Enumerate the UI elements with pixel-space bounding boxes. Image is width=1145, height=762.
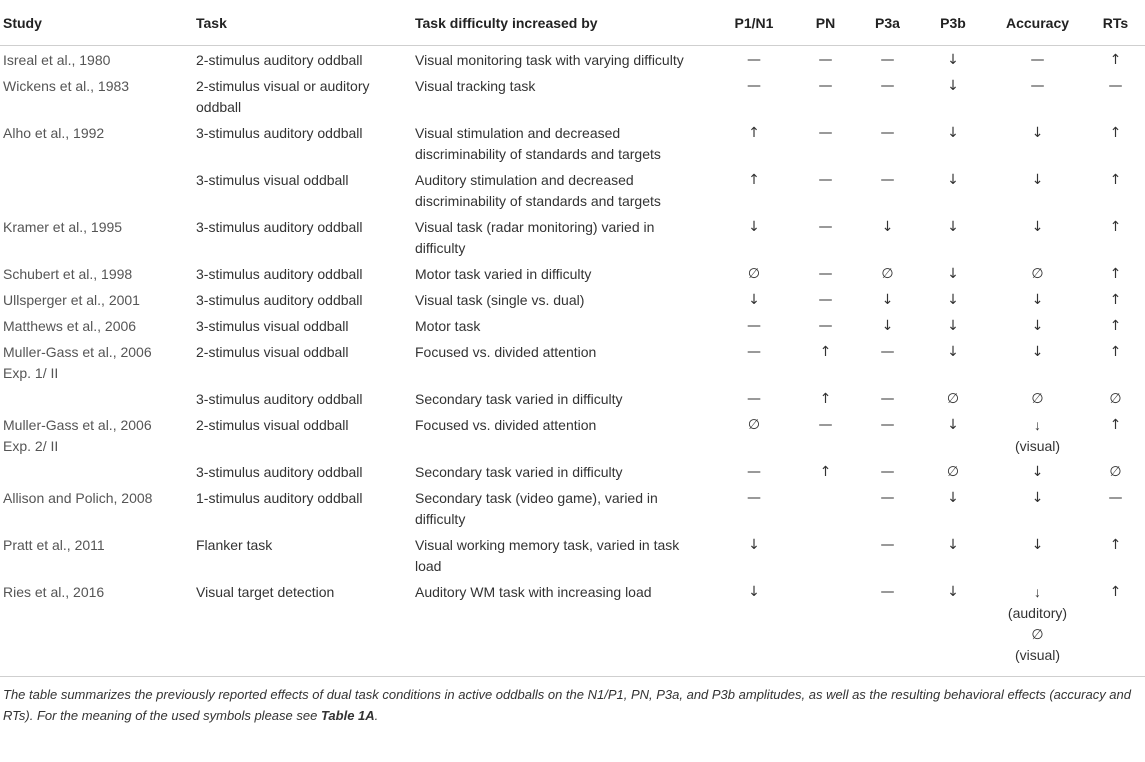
cell-study	[0, 411, 196, 458]
cell-p3b: ↓	[947, 172, 959, 188]
table-row	[0, 72, 1145, 119]
cell-p3a: —	[880, 464, 895, 480]
cell-rts: ↑	[1109, 537, 1122, 553]
cell-pn: ↑	[819, 344, 832, 360]
column-header-p1n1: P1/N1	[715, 0, 793, 46]
cell-study: Schubert et al., 1998	[3, 266, 133, 282]
column-header-task: Task	[196, 0, 415, 46]
cell-rts: ↑	[1109, 266, 1122, 282]
column-header-p3a: P3a	[858, 0, 917, 46]
table-footnote	[0, 677, 1145, 726]
cell-p3a: —	[880, 125, 895, 141]
cell-p3b: ↓	[947, 584, 959, 600]
cell-p1n1: —	[747, 490, 761, 506]
table-row	[0, 260, 1145, 286]
table-row	[0, 338, 1145, 385]
column-header-accuracy: Accuracy	[989, 0, 1086, 46]
cell-p3a: —	[880, 391, 895, 407]
cell-task: 2-stimulus visual oddball	[196, 417, 349, 433]
cell-pn: —	[818, 172, 833, 188]
cell-study: Matthews et al., 2006	[3, 318, 137, 334]
cell-rts: ∅	[1109, 391, 1122, 407]
footnote-end: .	[374, 708, 379, 723]
cell-p1n1: ↓	[748, 219, 760, 235]
cell-pn: —	[818, 52, 833, 68]
table-row	[0, 312, 1145, 338]
cell-p1n1: ↓	[748, 584, 760, 600]
table-row	[0, 166, 1145, 213]
cell-difficulty: Auditory stimulation and decreased discriminability of standards and targets	[415, 172, 661, 209]
cell-rts: ↑	[1109, 52, 1122, 68]
table-row	[0, 411, 1145, 458]
cell-p1n1: ∅	[747, 417, 761, 433]
cell-p3b: ∅	[946, 391, 960, 407]
cell-line: (visual)	[1014, 647, 1061, 663]
cell-difficulty: Auditory WM task with increasing load	[415, 584, 652, 600]
table-row	[0, 46, 1145, 73]
cell-pn	[793, 484, 858, 531]
cell-rts: ↑	[1109, 318, 1122, 334]
cell-rts: ↑	[1109, 292, 1122, 308]
cell-task: 2-stimulus auditory oddball	[196, 52, 363, 68]
cell-pn: —	[818, 417, 833, 433]
cell-p3b: ↓	[947, 125, 959, 141]
cell-study: Kramer et al., 1995	[3, 219, 123, 235]
cell-line: Exp. 2/ II	[3, 438, 59, 454]
cell-accuracy: ↓	[1031, 344, 1044, 360]
cell-line: (visual)	[1014, 438, 1061, 454]
cell-p1n1: ↓	[748, 292, 760, 308]
table-row	[0, 484, 1145, 531]
table-row	[0, 286, 1145, 312]
cell-rts: ↑	[1109, 125, 1122, 141]
cell-pn: —	[818, 266, 833, 282]
cell-rts: ↑	[1109, 344, 1122, 360]
cell-accuracy: ↓	[1031, 318, 1044, 334]
table-row	[0, 458, 1145, 484]
cell-accuracy: —	[1030, 52, 1045, 68]
column-header-pn: PN	[793, 0, 858, 46]
cell-line: ∅	[1031, 626, 1044, 642]
cell-task: 3-stimulus auditory oddball	[196, 391, 363, 407]
cell-accuracy: ↓	[1031, 490, 1044, 506]
cell-p1n1: —	[747, 318, 761, 334]
cell-difficulty: Secondary task (video game), varied in difficulty	[415, 490, 658, 527]
cell-difficulty: Visual tracking task	[415, 78, 536, 94]
cell-line: ↓	[1034, 417, 1041, 433]
cell-p3b: ↓	[947, 219, 959, 235]
cell-task: 3-stimulus auditory oddball	[196, 125, 363, 141]
cell-study	[0, 338, 196, 385]
cell-accuracy: ↓	[1031, 464, 1044, 480]
cell-rts: ↑	[1109, 584, 1122, 600]
cell-pn: —	[818, 125, 833, 141]
cell-p3b: ∅	[946, 464, 960, 480]
cell-p3b: ↓	[947, 490, 959, 506]
cell-accuracy: ↓	[1031, 219, 1044, 235]
cell-study: Wickens et al., 1983	[3, 78, 130, 94]
cell-rts: —	[1108, 78, 1123, 94]
cell-study: Isreal et al., 1980	[3, 52, 111, 68]
cell-difficulty: Motor task	[415, 318, 481, 334]
cell-rts: ∅	[1109, 464, 1122, 480]
cell-pn: ↑	[819, 391, 832, 407]
cell-task: Flanker task	[196, 537, 273, 553]
cell-difficulty: Secondary task varied in difficulty	[415, 391, 623, 407]
cell-p3b: ↓	[947, 417, 959, 433]
column-header-difficulty: Task difficulty increased by	[415, 0, 715, 46]
cell-p3b: ↓	[947, 537, 959, 553]
cell-p3a: ↓	[881, 318, 894, 334]
cell-rts: ↑	[1109, 219, 1122, 235]
cell-study: Pratt et al., 2011	[3, 537, 105, 553]
cell-line: Exp. 1/ II	[3, 365, 59, 381]
cell-difficulty: Focused vs. divided attention	[415, 417, 597, 433]
cell-p3a: —	[880, 537, 895, 553]
cell-pn: —	[818, 318, 833, 334]
cell-p1n1: —	[747, 464, 761, 480]
cell-p1n1: —	[747, 391, 761, 407]
cell-study: Ullsperger et al., 2001	[3, 292, 140, 308]
cell-accuracy: ↓	[1031, 125, 1044, 141]
cell-p1n1: —	[747, 78, 761, 94]
cell-p3a: —	[880, 490, 895, 506]
cell-accuracy: ↓	[1031, 172, 1044, 188]
cell-difficulty: Visual working memory task, varied in task load	[415, 537, 680, 574]
cell-line: ↓	[1034, 584, 1041, 600]
cell-rts: —	[1108, 490, 1123, 506]
header-row	[0, 0, 1145, 46]
cell-pn	[793, 578, 858, 676]
cell-p1n1: —	[747, 52, 761, 68]
cell-task: 1-stimulus auditory oddball	[196, 490, 363, 506]
cell-p3b: ↓	[947, 52, 959, 68]
cell-pn: —	[818, 219, 833, 235]
cell-task: 3-stimulus auditory oddball	[196, 464, 363, 480]
cell-study	[0, 385, 196, 411]
cell-p1n1: ↑	[748, 125, 760, 141]
cell-p1n1: ↑	[748, 172, 760, 188]
cell-study	[0, 458, 196, 484]
cell-accuracy: ∅	[1031, 266, 1044, 282]
cell-task: 3-stimulus auditory oddball	[196, 292, 363, 308]
cell-accuracy	[989, 578, 1086, 676]
cell-p3b: ↓	[947, 344, 959, 360]
cell-difficulty: Focused vs. divided attention	[415, 344, 597, 360]
cell-accuracy: ↓	[1031, 292, 1044, 308]
cell-p3b: ↓	[947, 266, 959, 282]
cell-p1n1: ∅	[747, 266, 761, 282]
cell-task: 3-stimulus visual oddball	[196, 172, 349, 188]
cell-task: 3-stimulus auditory oddball	[196, 266, 363, 282]
cell-pn: —	[818, 292, 833, 308]
cell-p3a: ↓	[881, 292, 894, 308]
cell-p1n1: —	[747, 344, 761, 360]
cell-difficulty: Secondary task varied in difficulty	[415, 464, 623, 480]
cell-study: Allison and Polich, 2008	[3, 490, 153, 506]
column-header-rts: RTs	[1086, 0, 1145, 46]
cell-p3a: —	[880, 417, 895, 433]
cell-p3b: ↓	[947, 78, 959, 94]
footnote-table-ref: Table 1A	[320, 708, 375, 723]
cell-line: Muller-Gass et al., 2006	[3, 344, 152, 360]
cell-p3b: ↓	[947, 318, 959, 334]
cell-p3a: —	[880, 584, 895, 600]
column-header-study: Study	[0, 0, 196, 46]
cell-p3a: —	[880, 52, 895, 68]
cell-difficulty: Visual task (single vs. dual)	[415, 292, 585, 308]
cell-study: Ries et al., 2016	[3, 584, 105, 600]
cell-p3b: ↓	[947, 292, 959, 308]
table-row	[0, 531, 1145, 578]
column-header-p3b: P3b	[917, 0, 989, 46]
cell-difficulty: Motor task varied in difficulty	[415, 266, 592, 282]
cell-p3a: —	[880, 172, 895, 188]
cell-line: (auditory)	[1007, 605, 1068, 621]
cell-accuracy: —	[1030, 78, 1045, 94]
cell-study	[0, 166, 196, 213]
cell-rts: ↑	[1109, 172, 1122, 188]
cell-study: Alho et al., 1992	[3, 125, 105, 141]
cell-accuracy: ↓	[1031, 537, 1044, 553]
cell-task: 3-stimulus visual oddball	[196, 318, 349, 334]
cell-p3a: ↓	[881, 219, 894, 235]
cell-difficulty: Visual task (radar monitoring) varied in difficulty	[415, 219, 655, 256]
cell-accuracy	[989, 411, 1086, 458]
footnote-text: The table summarizes the previously reported effects of dual task conditions in active oddballs on the N1/P1, PN, P3a, and P3b amplitudes, as well as the resulting behavioral effects (accuracy and RTs). For the meaning of the used symbols please see	[3, 687, 1131, 723]
cell-task: 2-stimulus visual oddball	[196, 344, 349, 360]
table-row	[0, 213, 1145, 260]
cell-task: 3-stimulus auditory oddball	[196, 219, 363, 235]
cell-line: Muller-Gass et al., 2006	[3, 417, 152, 433]
cell-pn	[793, 531, 858, 578]
cell-p3a: ∅	[881, 266, 894, 282]
table-row	[0, 119, 1145, 166]
table-body	[0, 46, 1145, 677]
cell-difficulty: Visual stimulation and decreased discriminability of standards and targets	[415, 125, 661, 162]
cell-difficulty: Visual monitoring task with varying difficulty	[415, 52, 684, 68]
cell-p1n1: ↓	[748, 537, 760, 553]
cell-p3a: —	[880, 344, 895, 360]
cell-pn: ↑	[819, 464, 832, 480]
cell-rts: ↑	[1109, 417, 1122, 433]
cell-task: 2-stimulus visual or auditory oddball	[196, 78, 370, 115]
table-row	[0, 578, 1145, 676]
cell-p3a: —	[880, 78, 895, 94]
cell-accuracy: ∅	[1031, 391, 1044, 407]
cell-pn: —	[818, 78, 833, 94]
table-row	[0, 385, 1145, 411]
cell-task: Visual target detection	[196, 584, 335, 600]
